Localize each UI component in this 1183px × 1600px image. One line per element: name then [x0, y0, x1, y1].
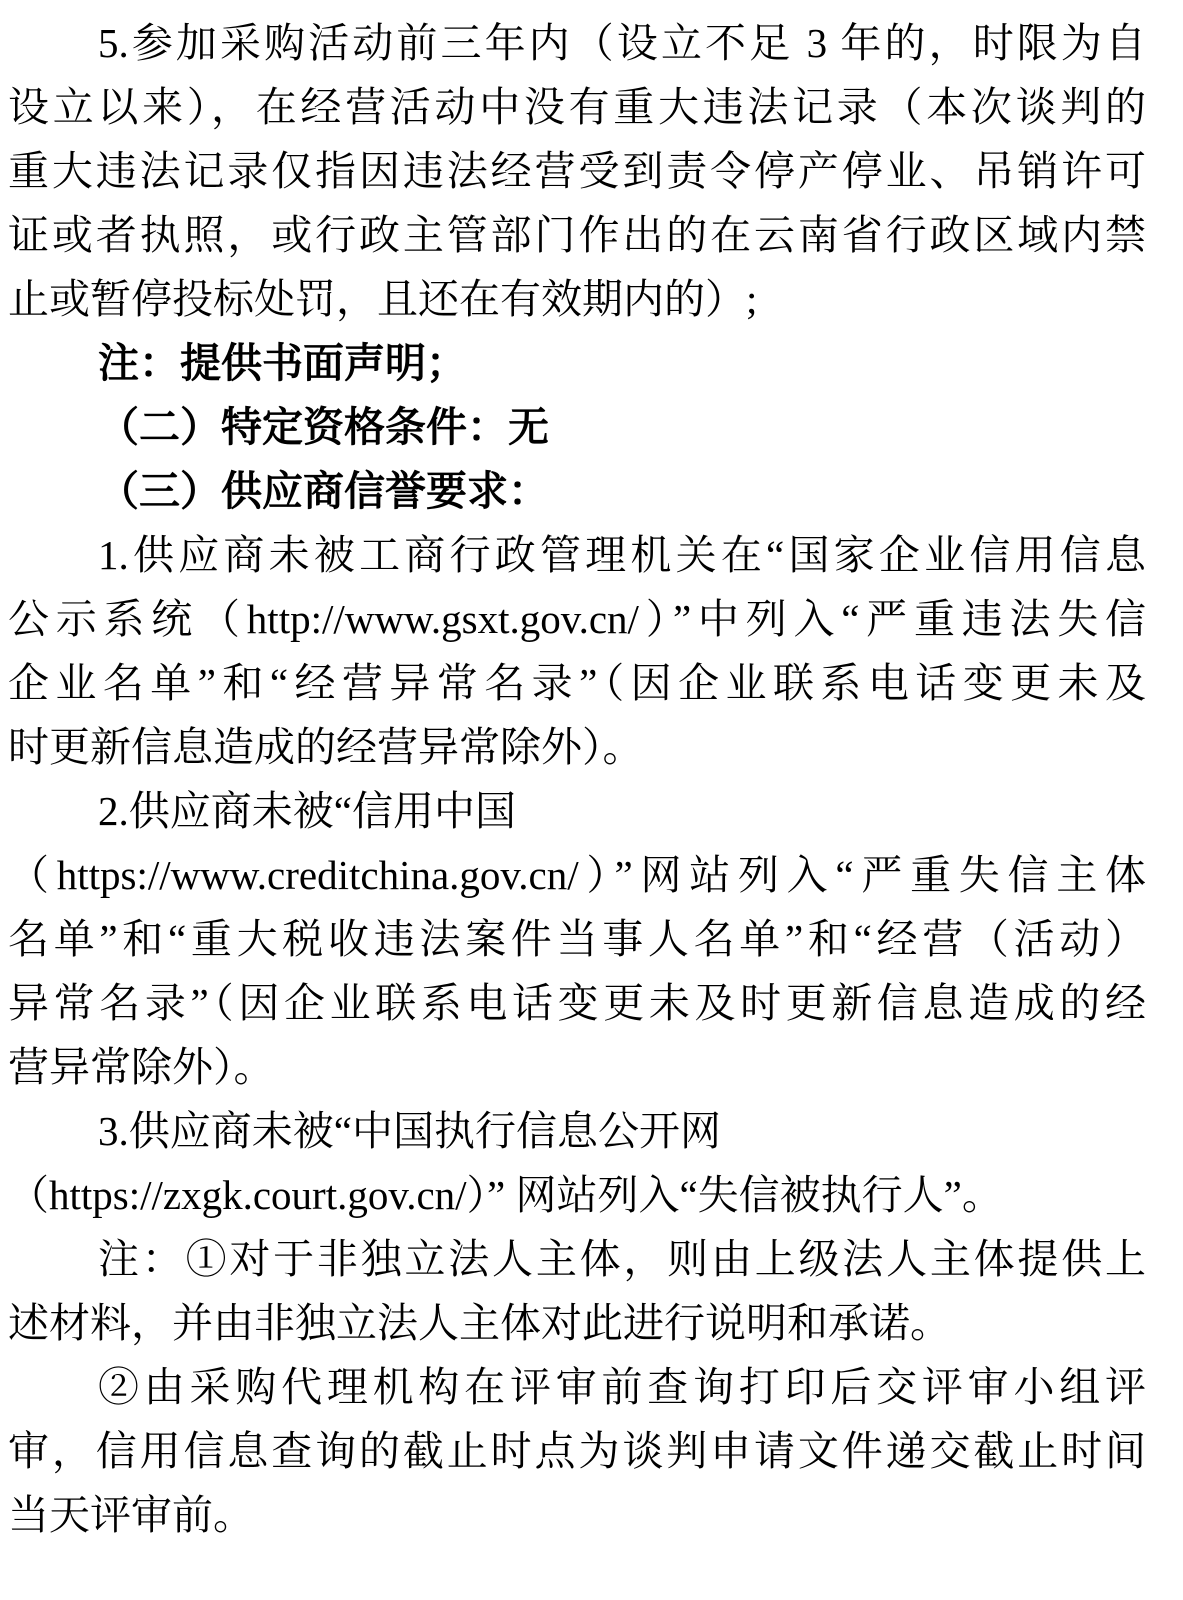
- document-line: 3.供应商未被“中国执行信息公开网: [98, 1108, 721, 1154]
- document-line: 营异常除外）。: [8, 1044, 275, 1090]
- document-line: 重大违法记录仅指因违法经营受到责令停产停业、吊销许可: [8, 148, 1146, 194]
- note-line: 审，信用信息查询的截止时点为谈判申请文件递交截止时间: [8, 1428, 1146, 1474]
- document-line: 止或暂停投标处罚，且还在有效期内的）;: [8, 276, 758, 322]
- document-line: 设立以来），在经营活动中没有重大违法记录（本次谈判的: [8, 84, 1146, 130]
- document-line: 证或者执照，或行政主管部门作出的在云南省行政区域内禁: [8, 212, 1146, 258]
- note-heading-line: 注：提供书面声明；: [98, 340, 467, 386]
- document-line-with-url: 公示系统（http://www.gsxt.gov.cn/）”中列入“严重违法失信: [8, 596, 1146, 642]
- section-heading-line: （三）供应商信誉要求：: [98, 468, 549, 514]
- note-line: 注：①对于非独立法人主体，则由上级法人主体提供上: [98, 1236, 1146, 1282]
- document-line: 企业名单”和“经营异常名录”（因企业联系电话变更未及: [8, 660, 1146, 706]
- document-line: 5.参加采购活动前三年内（设立不足 3 年的，时限为自: [98, 20, 1146, 66]
- document-line: 2.供应商未被“信用中国: [98, 788, 516, 834]
- document-line-with-url: （https://zxgk.court.gov.cn/）” 网站列入“失信被执行人”。: [8, 1172, 1003, 1218]
- note-line: 述材料，并由非独立法人主体对此进行说明和承诺。: [8, 1300, 951, 1346]
- note-line: ②由采购代理机构在评审前查询打印后交评审小组评: [98, 1364, 1146, 1410]
- document-line: 异常名录”（因企业联系电话变更未及时更新信息造成的经: [8, 980, 1146, 1026]
- document-line: 时更新信息造成的经营异常除外）。: [8, 724, 644, 770]
- document-line-with-url: （https://www.creditchina.gov.cn/）”网站列入“严重失信主体: [8, 852, 1146, 898]
- note-line: 当天评审前。: [8, 1492, 254, 1538]
- document-line: 1.供应商未被工商行政管理机关在“国家企业信用信息: [98, 532, 1146, 578]
- section-heading-line: （二）特定资格条件：无: [98, 404, 549, 450]
- document-line: 名单”和“重大税收违法案件当事人名单”和“经营（活动）: [8, 916, 1146, 962]
